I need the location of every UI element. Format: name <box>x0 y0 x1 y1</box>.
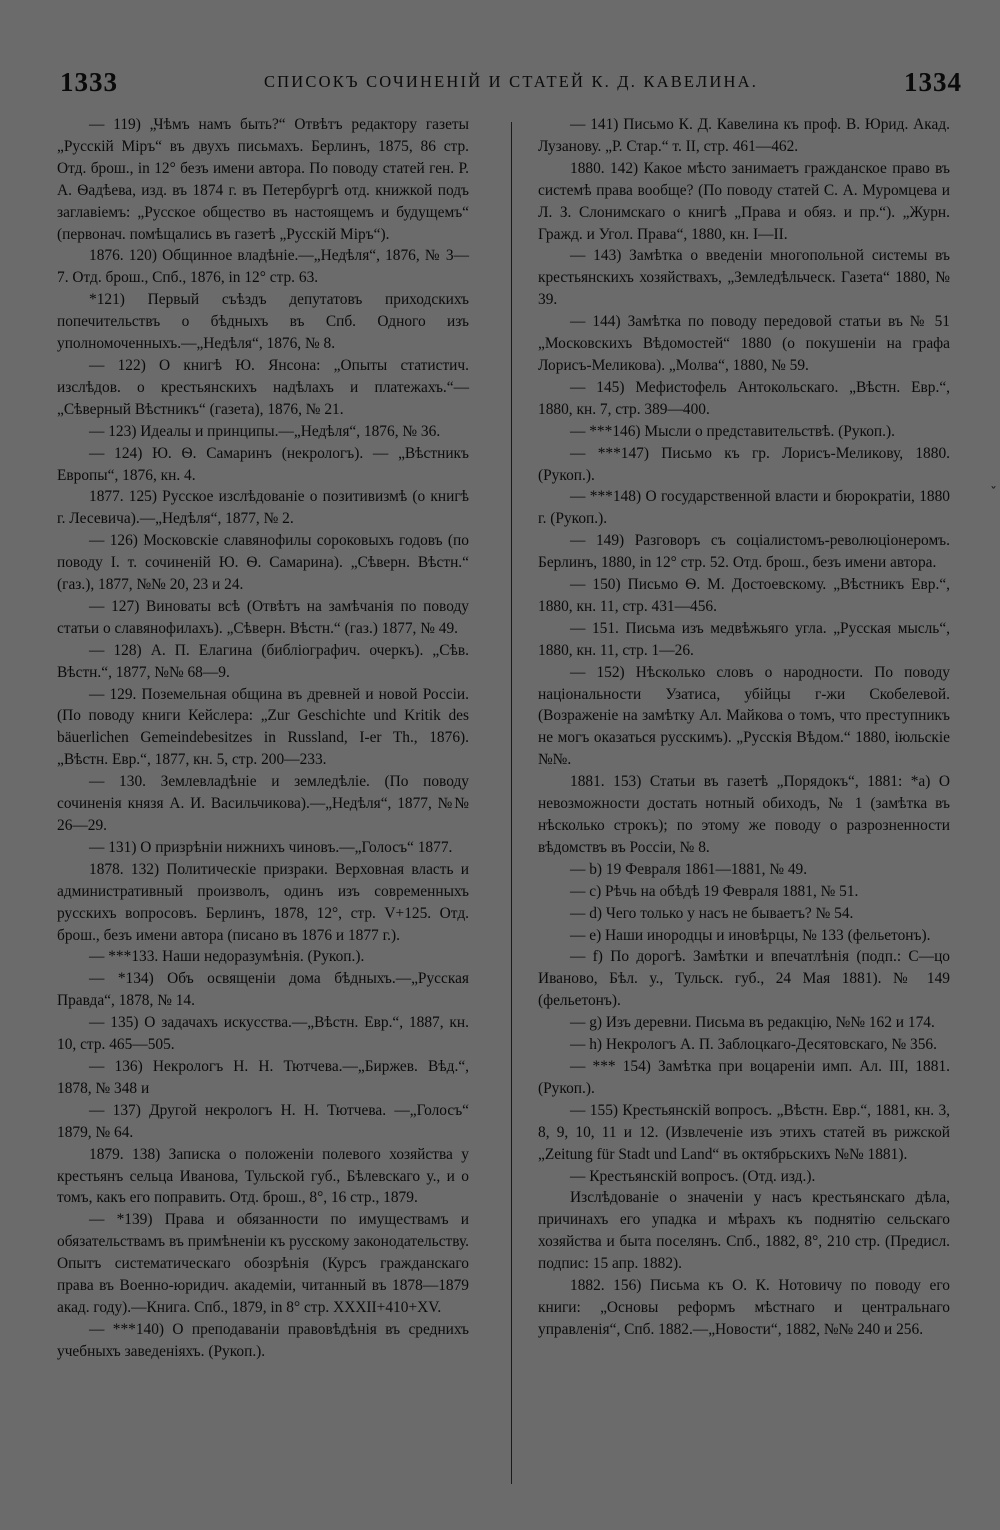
bibliography-entry: — 144) Замѣтка по поводу передовой статьи въ № 51 „Московскихъ Вѣдомостей“ 1880 (о покушеніи на графа Лорисъ-Меликова). „Молва“, 1880, № 59. <box>538 313 950 374</box>
bibliography-entry: — 127) Виноваты всѣ (Отвѣтъ на замѣчанія по поводу статьи о славянофилахъ). „Сѣверн. Вѣстн.“ (газ.) 1877, № 49. <box>57 597 469 637</box>
bibliography-entry: 1882. 156) Письма къ О. К. Нотовичу по поводу его книги: „Основы реформъ мѣстнаго и центральнаго управленія“, Спб. 1882.—„Новости“, 1882, №№ 240 и 256. <box>538 1277 950 1338</box>
bibliography-entry: — 145) Мефистофель Антокольскаго. „Вѣстн. Евр.“, 1880, кн. 7, стр. 389—400. <box>538 378 950 418</box>
right-column <box>538 114 950 1341</box>
bibliography-entry: — e) Наши инородцы и иновѣрцы, № 133 (фельетонъ). <box>570 926 931 944</box>
bibliography-entry: — 124) Ю. Ѳ. Самаринъ (некрологъ). — „Вѣстникъ Европы“, 1876, кн. 4. <box>57 444 469 484</box>
bibliography-entry: — ***146) Мысли о представительствѣ. (Рукоп.). <box>570 422 895 440</box>
bibliography-entry: — *** 154) Замѣтка при воцареніи имп. Ал. III, 1881. (Рукоп.). <box>538 1057 950 1097</box>
bibliography-entry: — 141) Письмо К. Д. Кавелина къ проф. В. Юрид. Акад. Лузанову. „Р. Стар.“ т. II, стр. 461—462. <box>538 116 950 155</box>
bibliography-entry: — ***148) О государственной власти и бюрократіи, 1880 г. (Рукоп.). <box>538 488 950 528</box>
page-number-right: 1334 <box>904 66 962 97</box>
bibliography-entry: 1876. 120) Общинное владѣніе.—„Недѣля“, 1876, № 3—7. Отд. брош., Спб., 1876, in 12° стр. 63. <box>57 247 469 287</box>
bibliography-entry: — *134) Объ освященіи дома бѣдныхъ.—„Русская Правда“, 1878, № 14. <box>57 970 469 1010</box>
bibliography-entry: — 119) „Чѣмъ намъ быть?“ Отвѣтъ редактору газеты „Русскій Міръ“ въ двухъ письмахъ. Берлинъ, 1875, 86 стр. Отд. брош., in 12° безъ имени автора. По поводу статей ген. Р. А. Ѳадѣева, изд. въ 1874 г. въ Петербургѣ отд. книжкой подъ заглавіемъ: „Русское общество въ настоящемъ и будущемъ“ (первонач. помѣщались въ газетѣ „Русскій Міръ“). <box>57 116 469 243</box>
bibliography-entry: — 128) А. П. Елагина (библіографич. очеркъ). „Сѣв. Вѣстн.“, 1877, №№ 68—9. <box>57 641 469 681</box>
bibliography-entry: — g) Изъ деревни. Письма въ редакцію, №№ 162 и 174. <box>570 1014 935 1032</box>
bibliography-entry: — *139) Права и обязанности по имуществамъ и обязательствамъ въ примѣненіи къ русскому законодательству. Опытъ систематическаго обозрѣнія (Курсъ гражданскаго права въ Военно-юридич. академіи, читанный въ 1878—1879 акад. году).—Книга. Спб., 1879, in 8° стр. XXXII+410+XV. <box>57 1211 469 1316</box>
bibliography-entry: *121) Первый съѣздъ депутатовъ приходскихъ попечительствъ о бѣдныхъ въ Спб. Одного изъ уполномоченныхъ.—„Недѣля“, 1876, № 8. <box>57 291 469 353</box>
bibliography-entry: — 122) О книгѣ Ю. Янсона: „Опыты статистич. изслѣдов. о крестьянскихъ надѣлахъ и платежахъ.“—„Сѣверный Вѣстникъ“ (газета), 1876, № 21. <box>57 356 469 418</box>
bibliography-entry: — d) Чего только у насъ не бываетъ? № 54. <box>570 904 854 922</box>
bibliography-entry: — 150) Письмо Ѳ. М. Достоевскому. „Вѣстникъ Евр.“, 1880, кн. 11, стр. 431—456. <box>538 576 950 615</box>
bibliography-entry: 1878. 132) Политическіе призраки. Верховная власть и административный произволъ, одинъ изъ современныхъ русскихъ вопросовъ. Берлинъ, 1878, 12°, стр. V+125. Отд. брош., безъ имени автора (писано въ 1876 и 1877 г.). <box>57 860 469 944</box>
bibliography-entry: — 155) Крестьянскій вопросъ. „Вѣстн. Евр.“, 1881, кн. 3, 8, 9, 10, 11 и 12. (Извлеченіе изъ этихъ статей въ рижской „Zeitung für Stadt und Land“ въ октябрьскихъ №№ 1881). <box>538 1101 950 1163</box>
bibliography-entry: — 130. Землевладѣніе и земледѣліе. (По поводу сочиненія князя А. И. Васильчикова).—„Недѣля“, 1877, №№ 26—29. <box>57 773 469 834</box>
margin-mark: ˇ <box>990 485 997 501</box>
page-number-left: 1333 <box>60 66 118 97</box>
bibliography-entry: — 129. Поземельная община въ древней и новой Россіи. (По поводу книги Кейслера: „Zur Geschichte und Kritik des bäuerlichen Gemeindebesitzes in Russland, I-er Th., 1876). „Вѣстн. Евр.“, 1877, кн. 5, стр. 200—233. <box>57 685 469 769</box>
bibliography-entry: Изслѣдованіе о значеніи у насъ крестьянскаго дѣла, причинахъ его упадка и мѣрахъ къ поднятію сельскаго хозяйства и быта поселянъ. Спб., 1882, 8°, 210 стр. (Предисл. подпис: 15 апр. 1882). <box>538 1189 950 1273</box>
bibliography-entry: — 152) Нѣсколько словъ о народности. По поводу національности Узатиса, убійцы г-жи Скобелевой. (Возраженіе на замѣтку Ал. Майкова о томъ, что преступникъ не могъ оказаться русскимъ). „Русскія Вѣдом.“ 1880, іюльскіе №№. <box>538 663 950 769</box>
bibliography-entry: — 143) Замѣтка о введеніи многопольной системы въ крестьянскихъ хозяйствахъ, „Земледѣльческ. Газета“ 1880, № 39. <box>538 247 950 309</box>
bibliography-entry: — 149) Разговоръ съ соціалистомъ-революціонеромъ. Берлинъ, 1880, in 12° стр. 52. Отд. брош., безъ имени автора. <box>538 532 950 572</box>
bibliography-entry: — 137) Другой некрологъ Н. Н. Тютчева. —„Голосъ“ 1879, № 64. <box>57 1101 469 1141</box>
bibliography-entry: — 131) О призрѣніи нижнихъ чиновъ.—„Голосъ“ 1877. <box>89 838 453 856</box>
page-header <box>60 62 962 102</box>
column-divider <box>511 122 512 1484</box>
left-column <box>57 114 469 1363</box>
bibliography-entry: — Крестьянскій вопросъ. (Отд. изд.). <box>570 1167 816 1185</box>
bibliography-entry: — 135) О задачахъ искусства.—„Вѣстн. Евр.“, 1887, кн. 10, стр. 465—505. <box>57 1014 469 1054</box>
bibliography-entry: — f) По дорогѣ. Замѣтки и впечатлѣнія (подп.: С—цо Иваново, Бѣл. у., Тульск. губ., 24 Мая 1881). № 149 (фельетонъ). <box>538 948 950 1010</box>
bibliography-entry: — 126) Московскіе славянофилы сороковыхъ годовъ (по поводу I. т. сочиненій Ю. Ѳ. Самарина). „Сѣверн. Вѣстн.“ (газ.), 1877, №№ 20, 23 и 24. <box>57 532 469 594</box>
bibliography-entry: — ***147) Письмо къ гр. Лорисъ-Меликову, 1880. (Рукоп.). <box>538 444 950 484</box>
bibliography-entry: — b) 19 Февраля 1861—1881, № 49. <box>570 860 808 878</box>
bibliography-entry: 1877. 125) Русское изслѣдованіе о позитивизмѣ (о книгѣ г. Лесевича).—„Недѣля“, 1877, № 2. <box>57 488 469 528</box>
bibliography-entry: — 151. Письма изъ медвѣжьяго угла. „Русская мысль“, 1880, кн. 11, стр. 1—26. <box>538 619 950 659</box>
bibliography-entry: — ***140) О преподаваніи правовѣдѣнія въ среднихъ учебныхъ заведеніяхъ. (Рукоп.). <box>57 1320 469 1360</box>
bibliography-entry: — ***133. Наши недоразумѣнія. (Рукоп.). <box>89 948 365 966</box>
bibliography-entry: — 136) Некрологъ Н. Н. Тютчева.—„Биржев. Вѣд.“, 1878, № 348 и <box>57 1057 469 1097</box>
bibliography-entry: — h) Некрологъ А. П. Заблоцкаго-Десятовскаго, № 356. <box>570 1036 937 1054</box>
bibliography-entry: 1879. 138) Записка о положеніи полевого хозяйства у крестьянъ сельца Иванова, Тульской губ., Бѣлевскаго у., и о томъ, какъ его поправить. Отд. брош., 8°, 16 стр., 1879. <box>57 1145 469 1207</box>
bibliography-entry: 1880. 142) Какое мѣсто занимаетъ гражданское право въ системѣ права вообще? (По поводу статей С. А. Муромцева и Л. З. Слонимскаго о книгѣ „Права и обяз. и пр.“). „Журн. Гражд. и Угол. Права“, 1880, кн. I—II. <box>538 159 950 243</box>
bibliography-entry: — 123) Идеалы и принципы.—„Недѣля“, 1876, № 36. <box>89 422 441 440</box>
bibliography-entry: — c) Рѣчь на обѣдѣ 19 Февраля 1881, № 51. <box>570 882 859 900</box>
running-title: СПИСОКЪ СОЧИНЕНІЙ И СТАТЕЙ К. Д. КАВЕЛИНА. <box>263 72 759 91</box>
bibliography-entry: 1881. 153) Статьи въ газетѣ „Порядокъ“, 1881: *a) О невозможности достать нотный обиходъ, № 1 (замѣтка въ нѣсколько строкъ); по этому же поводу о разрозненности вѣдомствъ въ Россіи, № 8. <box>538 773 950 856</box>
